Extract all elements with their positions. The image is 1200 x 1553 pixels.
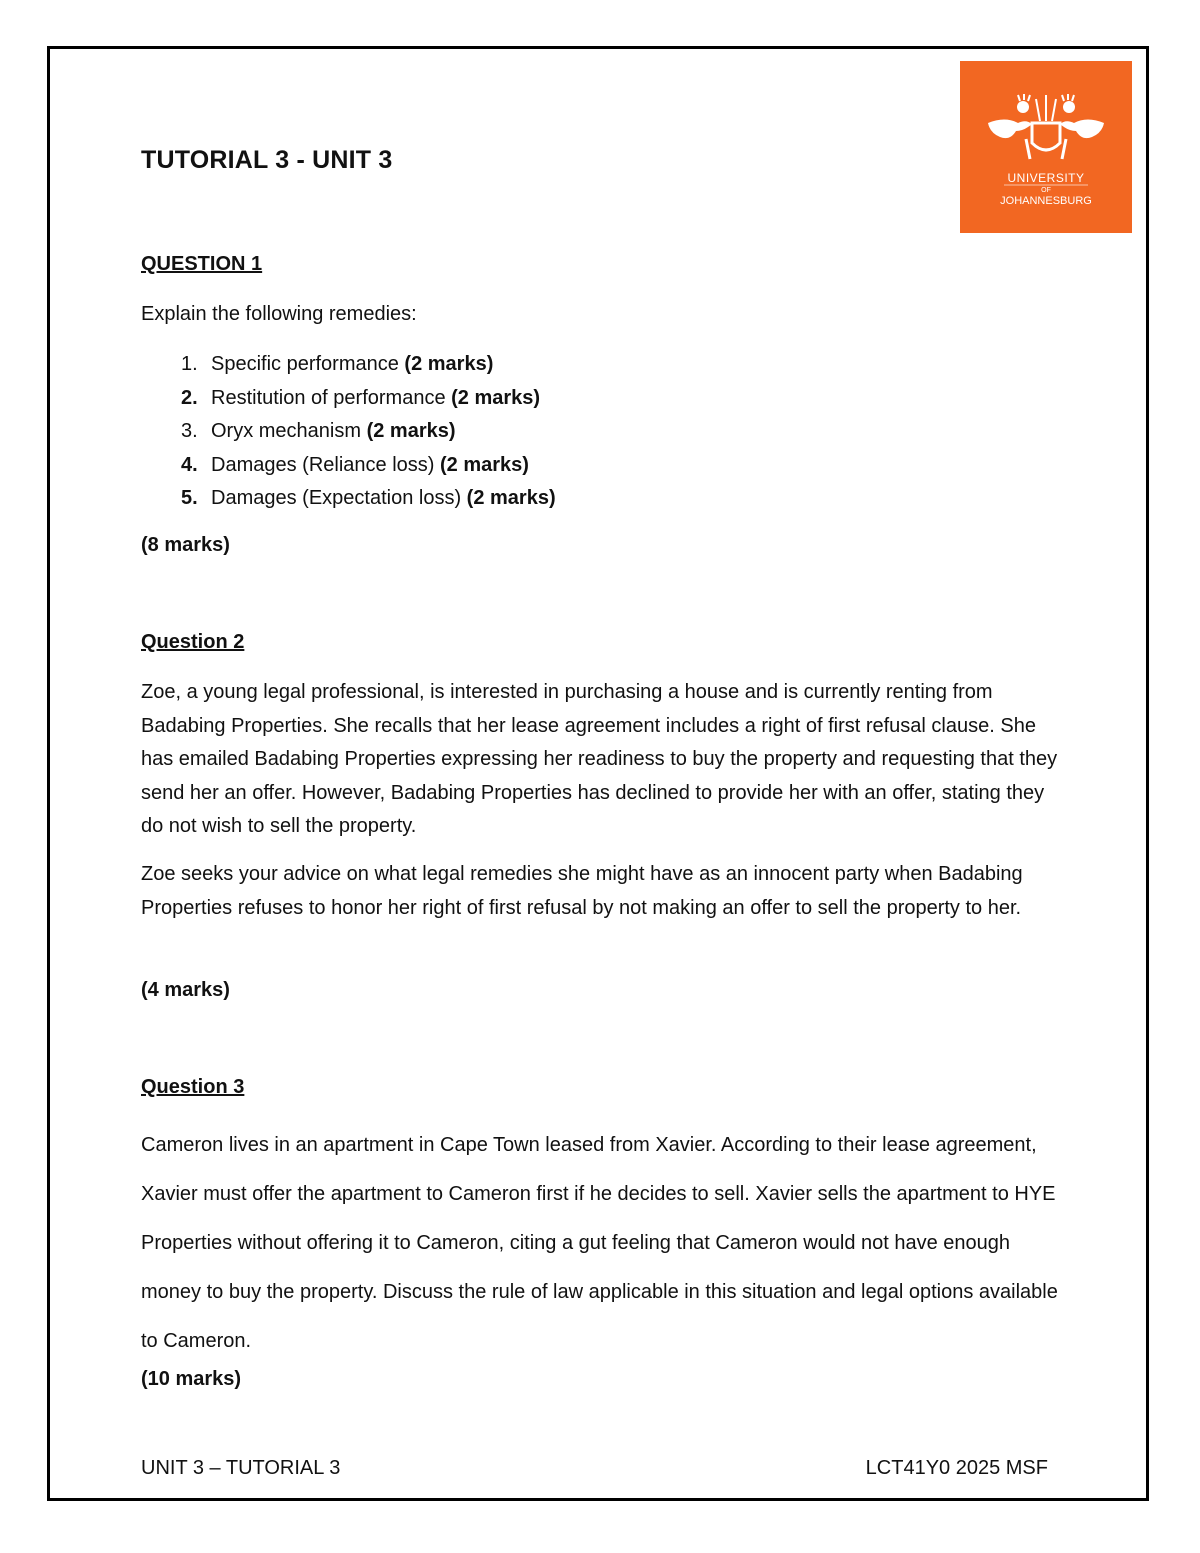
- list-item-text: Restitution of performance: [211, 386, 452, 409]
- logo-emblem-icon: [960, 61, 1132, 233]
- list-item: [141, 348, 556, 382]
- list-item: [141, 415, 556, 449]
- list-item-marks: (2 marks): [451, 386, 541, 409]
- logo-text-of: OF: [1041, 187, 1051, 194]
- footer-right: LCT41Y0 2025 MSF: [865, 1457, 1048, 1479]
- question-3-heading: Question 3: [141, 1076, 245, 1098]
- university-logo: [960, 61, 1132, 233]
- list-item-marks: (2 marks): [366, 420, 456, 442]
- question-2-total-marks: (4 marks): [141, 979, 230, 1001]
- footer-left: UNIT 3 – TUTORIAL 3: [141, 1457, 341, 1479]
- list-item-number: 3.: [181, 420, 198, 442]
- list-item-text: Damages (Expectation loss): [211, 487, 467, 509]
- list-item: [141, 382, 556, 416]
- logo-text-university: UNIVERSITY: [1007, 171, 1085, 185]
- question-1-intro: Explain the following remedies:: [141, 303, 417, 325]
- list-item: [141, 449, 556, 483]
- list-item-marks: (2 marks): [404, 353, 494, 375]
- list-item-number: 5.: [181, 487, 198, 509]
- list-item-marks: (2 marks): [466, 487, 556, 509]
- list-item-number: 4.: [181, 453, 198, 476]
- list-item-text: Oryx mechanism: [211, 420, 367, 442]
- question-1-total-marks: (8 marks): [141, 534, 230, 556]
- question-3-total-marks: (10 marks): [141, 1368, 242, 1390]
- question-1-heading: QUESTION 1: [141, 253, 263, 275]
- question-2-paragraph-1: Zoe, a young legal professional, is interested in purchasing a house and is currently renting from Badabing Properties. She recalls that her lease agreement includes a right of first refusal clause. She has emailed Badabing Properties expressing her readiness to buy the property and requesting that they send her an offer. However, Badabing Properties has declined to provide her with an offer, stating they do not wish to sell the property.: [141, 681, 1058, 837]
- question-2-heading: Question 2: [141, 631, 245, 653]
- question-3-paragraph: Cameron lives in an apartment in Cape Town leased from Xavier. According to their lease agreement, Xavier must offer the apartment to Cameron first if he decides to sell. Xavier sells the apartment to HYE Properties without offering it to Cameron, citing a gut feeling that Cameron would not have enough money to buy the property. Discuss the rule of law applicable in this situation and legal options available to Cameron.: [141, 1134, 1058, 1352]
- remedies-list: [141, 348, 556, 516]
- list-item-number: 1.: [181, 353, 198, 375]
- list-item: [141, 482, 556, 516]
- list-item-marks: (2 marks): [439, 453, 529, 476]
- list-item-text: Damages (Reliance loss): [211, 453, 440, 476]
- list-item-text: Specific performance: [211, 353, 405, 375]
- page-title: TUTORIAL 3 - UNIT 3: [141, 146, 393, 174]
- question-2-paragraph-2: Zoe seeks your advice on what legal remedies she might have as an innocent party when Badabing Properties refuses to honor her right of first refusal by not making an offer to sell the property to her.: [141, 863, 1023, 919]
- list-item-number: 2.: [181, 386, 198, 409]
- logo-text-johannesburg: JOHANNESBURG: [1000, 195, 1092, 207]
